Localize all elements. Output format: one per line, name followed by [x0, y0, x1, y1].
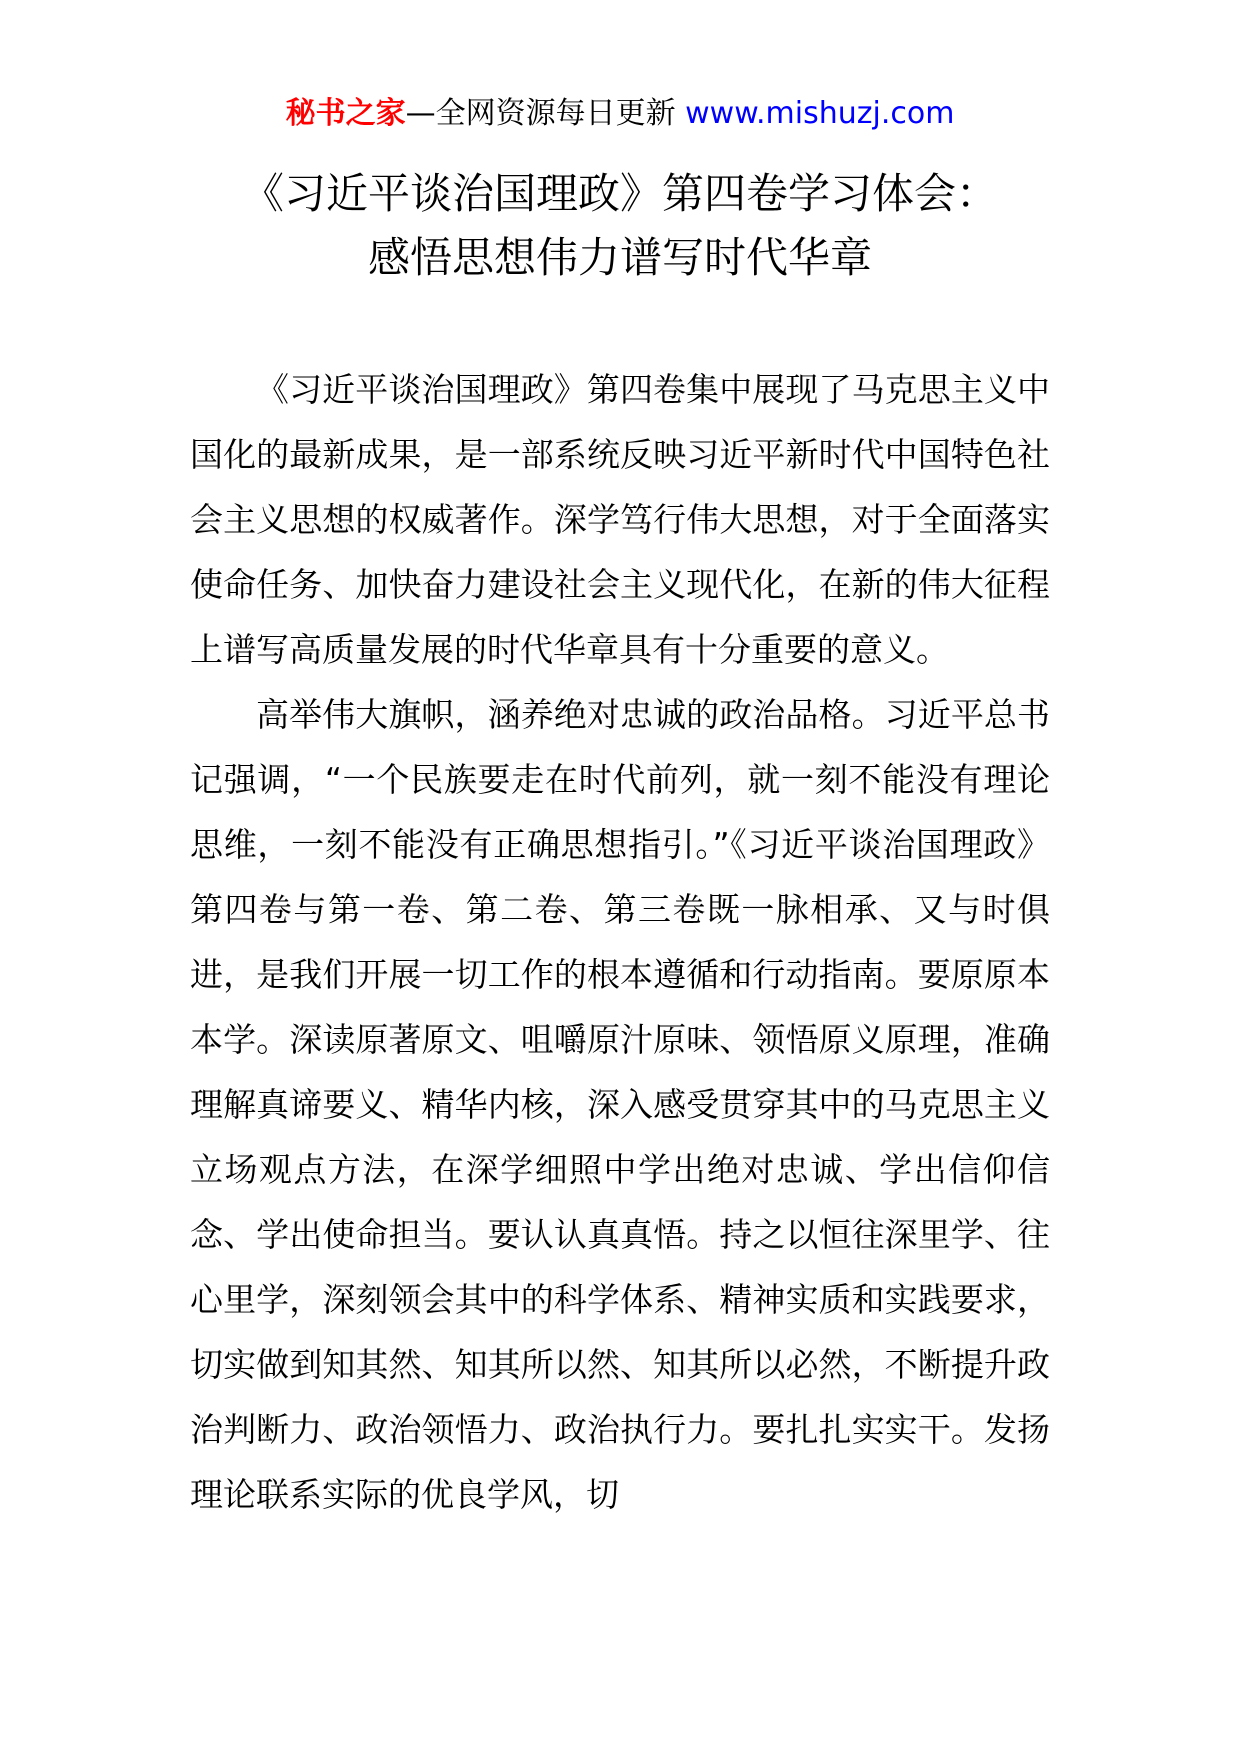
title-line-1: 《习近平谈治国理政》第四卷学习体会：: [241, 169, 998, 218]
header-tagline: —全网资源每日更新: [405, 96, 676, 131]
paragraph: 《习近平谈治国理政》第四卷集中展现了马克思主义中国化的最新成果，是一部系统反映习近平新时代中国特色社会主义思想的权威著作。深学笃行伟大思想，对于全面落实使命任务、加快奋力建设社会主义现代化，在新的伟大征程上谱写高质量发展的时代华章具有十分重要的意义。: [190, 370, 1050, 669]
site-url-link[interactable]: www.mishuzj.com: [685, 96, 955, 131]
brand-name: 秘书之家: [285, 96, 406, 131]
document-title: [0, 162, 1240, 290]
paragraph: 高举伟大旗帜，涵养绝对忠诚的政治品格。习近平总书记强调，“一个民族要走在时代前列，就一刻不能没有理论思维，一刻不能没有正确思想指引。”《习近平谈治国理政》第四卷与第一卷、第二卷、第三卷既一脉相承、又与时俱进，是我们开展一切工作的根本遵循和行动指南。要原原本本学。深读原著原文、咀嚼原汁原味、领悟原义原理，准确理解真谛要义、精华内核，深入感受贯穿其中的马克思主义立场观点方法，在深学细照中学出绝对忠诚、学出信仰信念、学出使命担当。要认认真真悟。持之以恒往深里学、往心里学，深刻领会其中的科学体系、精神实质和实践要求，切实做到知其然、知其所以然、知其所以必然，不断提升政治判断力、政治领悟力、政治执行力。要扎扎实实干。发扬理论联系实际的优良学风，切: [190, 695, 1050, 1514]
site-header: [0, 94, 1240, 134]
title-line-2: 感悟思想伟力谱写时代华章: [367, 233, 872, 282]
document-body: [190, 357, 1050, 1527]
